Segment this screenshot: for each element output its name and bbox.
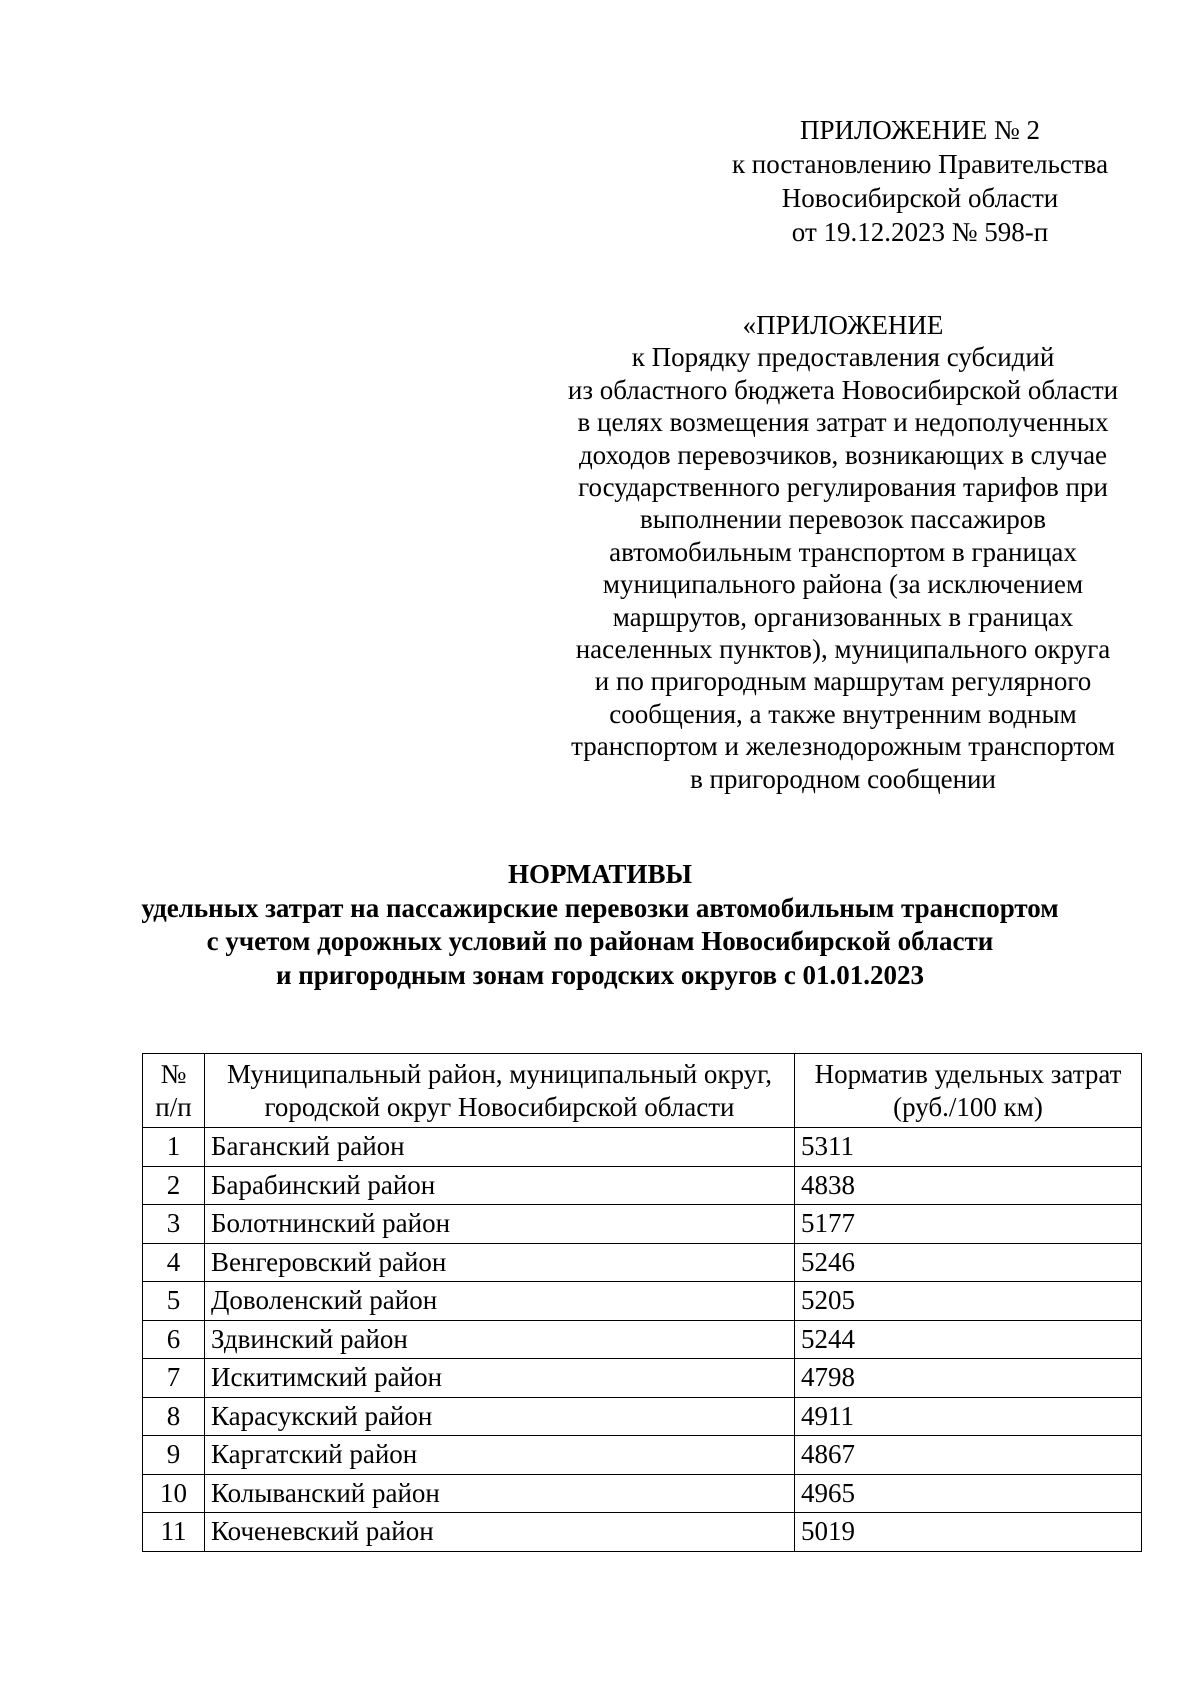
header-number-line2: п/п [155,1091,192,1122]
table-row [143,1474,1142,1513]
row-norm-value: 4965 [795,1474,1142,1513]
row-district: Доволенский район [205,1282,795,1321]
row-norm-value: 4798 [795,1359,1142,1398]
row-district: Коченевский район [205,1513,795,1552]
order-header-line: маршрутов, организованных в границах [612,601,1074,632]
order-header-line: государственного регулирования тарифов при [578,472,1108,503]
row-norm-value: 5311 [795,1128,1142,1167]
order-header-line: населенных пунктов), муниципального округа [575,634,1111,665]
header-district-line2: городской округ Новосибирской области [264,1091,735,1122]
row-district: Здвинский район [205,1320,795,1359]
appendix-header [700,113,1140,249]
appendix-header-line: от 19.12.2023 № 598-п [791,217,1049,247]
row-number: 4 [143,1243,205,1282]
row-number: 1 [143,1128,205,1167]
header-district [205,1054,795,1128]
order-header-line: в целях возмещения затрат и недополученных [577,407,1109,438]
order-header-line: к Порядку предоставления субсидий [631,342,1055,373]
document-title [60,858,1140,992]
header-number [143,1054,205,1128]
order-header-line: выполнении перевозок пассажиров [640,504,1046,535]
appendix-header-line: к постановлению Правительства [731,149,1109,179]
title-line: удельных затрат на пассажирские перевозки автомобильным транспортом [141,892,1059,923]
row-number: 9 [143,1436,205,1475]
title-heading: НОРМАТИВЫ [507,859,693,889]
table-row [143,1128,1142,1167]
row-district: Каргатский район [205,1436,795,1475]
row-district: Барабинский район [205,1166,795,1205]
order-header-line: «ПРИЛОЖЕНИЕ [742,310,944,340]
row-norm-value: 4838 [795,1166,1142,1205]
row-number: 10 [143,1474,205,1513]
table-header-row [143,1054,1142,1128]
row-district: Венгеровский район [205,1243,795,1282]
row-district: Болотнинский район [205,1205,795,1244]
header-norm-line2: (руб./100 км) [893,1091,1043,1122]
row-number: 8 [143,1397,205,1436]
row-district: Карасукский район [205,1397,795,1436]
appendix-header-line: ПРИЛОЖЕНИЕ № 2 [799,115,1041,145]
row-district: Колыванский район [205,1474,795,1513]
row-number: 3 [143,1205,205,1244]
header-norm [795,1054,1142,1128]
order-header-line: из областного бюджета Новосибирской области [567,374,1119,405]
title-line: с учетом дорожных условий по районам Новосибирской области [206,926,994,956]
norms-table [142,1053,1142,1552]
row-number: 7 [143,1359,205,1398]
row-norm-value: 5205 [795,1282,1142,1321]
table-row [143,1205,1142,1244]
order-header-line: сообщения, а также внутренним водным [609,698,1077,729]
table-row [143,1436,1142,1475]
table-row [143,1320,1142,1359]
header-number-line1: № [160,1058,187,1089]
row-norm-value: 5244 [795,1320,1142,1359]
table-row [143,1243,1142,1282]
table-row [143,1282,1142,1321]
order-header-line: транспортом и железнодорожным транспортом [571,731,1115,762]
row-district: Искитимский район [205,1359,795,1398]
order-header-line: доходов перевозчиков, возникающих в случае [578,439,1108,470]
row-norm-value: 5177 [795,1205,1142,1244]
header-norm-line1: Норматив удельных затрат [814,1058,1122,1089]
table-row [143,1397,1142,1436]
order-header-line: муниципального района (за исключением [602,569,1084,600]
row-number: 11 [143,1513,205,1552]
row-number: 6 [143,1320,205,1359]
row-number: 5 [143,1282,205,1321]
row-norm-value: 4911 [795,1397,1142,1436]
table-row [143,1513,1142,1552]
order-appendix-header [548,309,1138,795]
order-header-line: в пригородном сообщении [690,763,996,794]
table-row [143,1359,1142,1398]
appendix-header-line: Новосибирской области [781,183,1059,213]
header-district-line1: Муниципальный район, муниципальный округ, [227,1058,772,1089]
row-norm-value: 4867 [795,1436,1142,1475]
row-norm-value: 5246 [795,1243,1142,1282]
row-district: Баганский район [205,1128,795,1167]
order-header-line: автомобильным транспортом в границах [609,536,1077,567]
row-norm-value: 5019 [795,1513,1142,1552]
title-line: и пригородным зонам городских округов с 01.01.2023 [275,959,925,990]
table-row [143,1166,1142,1205]
row-number: 2 [143,1166,205,1205]
order-header-line: и по пригородным маршрутам регулярного [594,666,1092,697]
